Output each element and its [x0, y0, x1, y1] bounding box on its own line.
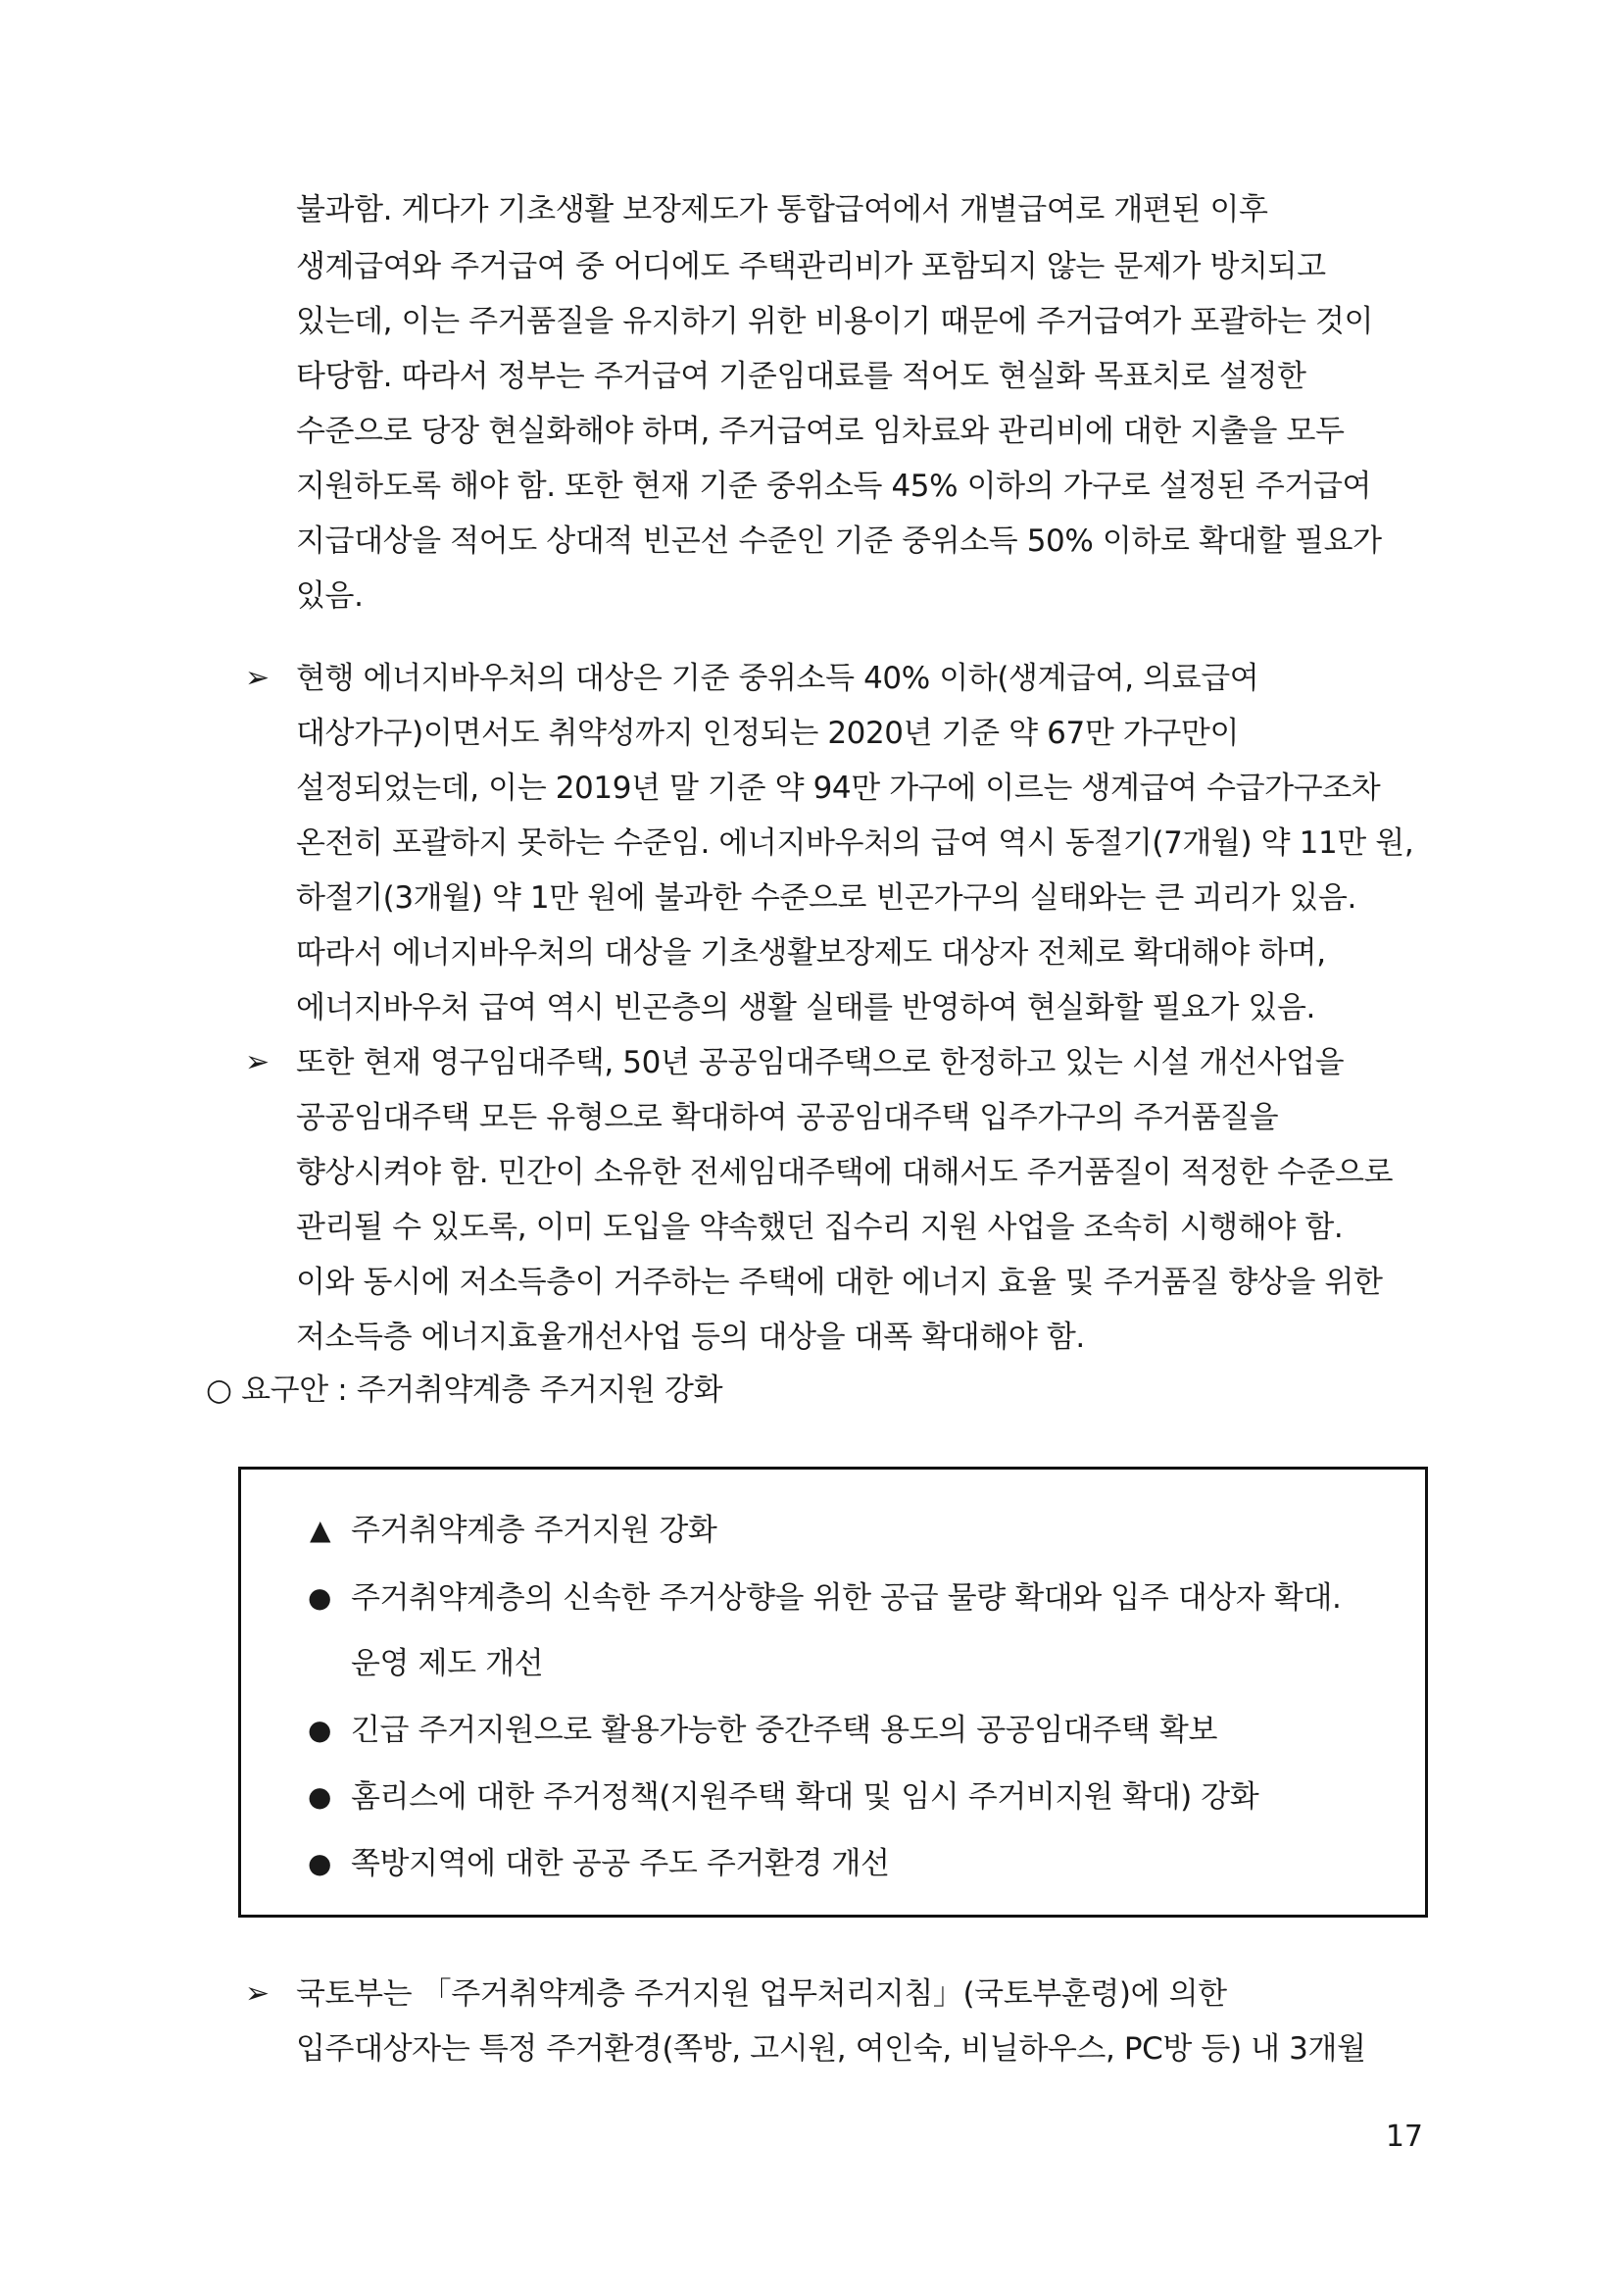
requirement-heading: ○ 요구안 : 주거취약계층 주거지원 강화	[206, 1373, 723, 1408]
arrow-bullet-icon: ➢	[245, 1976, 270, 2011]
text-line: 향상시켜야 함. 민간이 소유한 전세임대주택에 대해서도 주거품질이 적정한 수준으로	[296, 1155, 1394, 1190]
text-line: 있음.	[296, 578, 364, 614]
box-title: 주거취약계층 주거지원 강화	[351, 1513, 717, 1548]
arrow-bullet-icon: ➢	[245, 1045, 270, 1079]
text-line: 있는데, 이는 주거품질을 유지하기 위한 비용이기 때문에 주거급여가 포괄하는 것이	[296, 304, 1374, 339]
text-line: 수준으로 당장 현실화해야 하며, 주거급여로 임차료와 관리비에 대한 지출을 모두	[296, 414, 1345, 449]
text-line: 현행 에너지바우처의 대상은 기준 중위소득 40% 이하(생계급여, 의료급여	[296, 661, 1259, 696]
text-line: 입주대상자는 특정 주거환경(쪽방, 고시원, 여인숙, 비닐하우스, PC방 등) 내 3개월	[296, 2031, 1366, 2067]
text-line: 지급대상을 적어도 상대적 빈곤선 수준인 기준 중위소득 50% 이하로 확대할 필요가	[296, 524, 1382, 559]
text-line: 이와 동시에 저소득층이 거주하는 주택에 대한 에너지 효율 및 주거품질 향상을 위한	[296, 1265, 1383, 1300]
box-item: 긴급 주거지원으로 활용가능한 중간주택 용도의 공공임대주택 확보	[351, 1713, 1218, 1748]
page-number: 17	[1385, 2120, 1423, 2154]
dot-bullet-icon: ●	[308, 1714, 332, 1746]
dot-bullet-icon: ●	[308, 1847, 332, 1879]
text-line: 생계급여와 주거급여 중 어디에도 주택관리비가 포함되지 않는 문제가 방치되고	[296, 249, 1326, 284]
text-line: 에너지바우처 급여 역시 빈곤층의 생활 실태를 반영하여 현실화할 필요가 있음.	[296, 990, 1316, 1025]
text-line: 국토부는 「주거취약계층 주거지원 업무처리지침」(국토부훈령)에 의한	[296, 1976, 1227, 2012]
arrow-bullet-icon: ➢	[245, 661, 270, 695]
text-line: 관리될 수 있도록, 이미 도입을 약속했던 집수리 지원 사업을 조속히 시행해야 함.	[296, 1210, 1344, 1245]
text-line: 또한 현재 영구임대주택, 50년 공공임대주택으로 한정하고 있는 시설 개선사업을	[296, 1045, 1345, 1080]
requirement-box	[238, 1467, 1428, 1918]
text-line: 설정되었는데, 이는 2019년 말 기준 약 94만 가구에 이르는 생계급여 수급가구조차	[296, 771, 1381, 806]
box-item: 쪽방지역에 대한 공공 주도 주거환경 개선	[351, 1846, 890, 1881]
dot-bullet-icon: ●	[308, 1581, 332, 1614]
text-line: 대상가구)이면서도 취약성까지 인정되는 2020년 기준 약 67만 가구만이	[296, 716, 1240, 751]
text-line: 지원하도록 해야 함. 또한 현재 기준 중위소득 45% 이하의 가구로 설정된 주거급여	[296, 469, 1372, 504]
box-item-continuation: 운영 제도 개선	[351, 1646, 544, 1681]
text-line: 타당함. 따라서 정부는 주거급여 기준임대료를 적어도 현실화 목표치로 설정한	[296, 359, 1306, 394]
text-line: 따라서 에너지바우처의 대상을 기초생활보장제도 대상자 전체로 확대해야 하며,	[296, 935, 1326, 971]
text-line: 공공임대주택 모든 유형으로 확대하여 공공임대주택 입주가구의 주거품질을	[296, 1100, 1279, 1135]
box-item: 홈리스에 대한 주거정책(지원주택 확대 및 임시 주거비지원 확대) 강화	[351, 1779, 1259, 1815]
box-item: 주거취약계층의 신속한 주거상향을 위한 공급 물량 확대와 입주 대상자 확대.	[351, 1580, 1342, 1616]
text-line: 온전히 포괄하지 못하는 수준임. 에너지바우처의 급여 역시 동절기(7개월) 약 11만 원,	[296, 825, 1414, 861]
text-line: 저소득층 에너지효율개선사업 등의 대상을 대폭 확대해야 함.	[296, 1320, 1085, 1355]
dot-bullet-icon: ●	[308, 1780, 332, 1813]
text-line: 하절기(3개월) 약 1만 원에 불과한 수준으로 빈곤가구의 실태와는 큰 괴리가 있음.	[296, 880, 1356, 916]
text-line: 불과함. 게다가 기초생활 보장제도가 통합급여에서 개별급여로 개편된 이후	[296, 192, 1268, 227]
triangle-bullet-icon: ▲	[310, 1514, 331, 1546]
